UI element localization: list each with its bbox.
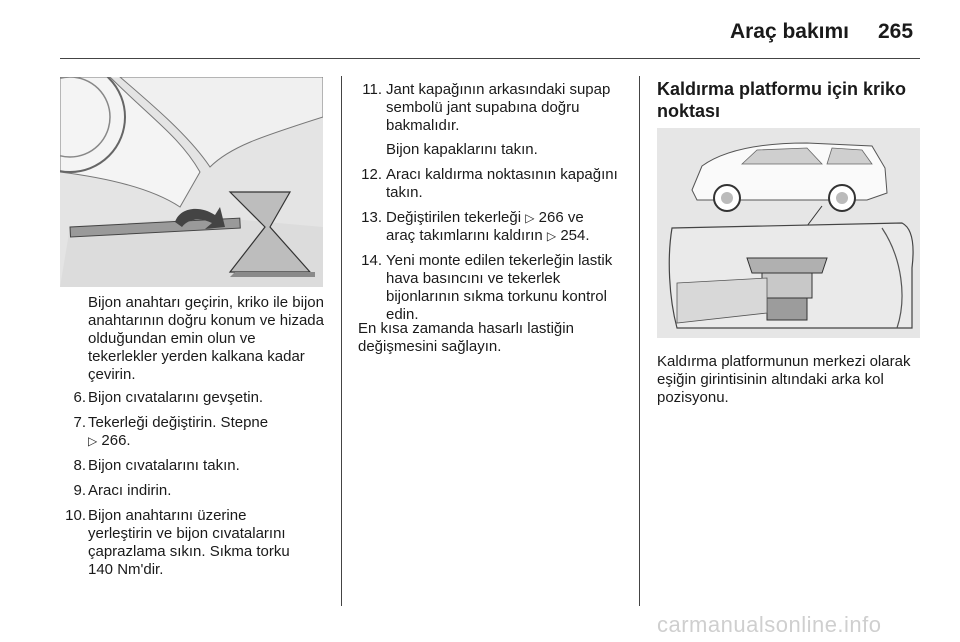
left-step-list (60, 389, 330, 586)
step-text: Yeni monte edilen tekerleğin lastik hava basıncını ve tekerlek bijonlarının sıkma torkunu kontrol edin. (386, 252, 613, 323)
lifting-point-caption: Kaldırma platformunun merkezi olarak eşiğin girintisinin altındaki arka kol pozisyonu. (657, 353, 911, 406)
list-item (60, 414, 330, 450)
closing-note: En kısa zamanda hasarlı lastiğin değişmesini sağlayın. (358, 320, 574, 355)
step-text: Tekerleği değiştirin. Stepne (88, 414, 269, 431)
step-text: Bijon cıvatalarını takın. (88, 457, 240, 474)
jack-instruction: Bijon anahtarı geçirin, kriko ile bijon anahtarının doğru konum ve hizada olduğundan emin olun ve tekerlekler yerden kalkana kadar çevirin. (88, 294, 324, 383)
step-text: Bijon anahtarını üzerine yerleştirin ve bijon cıvatalarını çaprazlama sıkın. Sıkma torku 140 Nm'dir. (88, 507, 290, 578)
lifting-point-illustration (657, 128, 920, 338)
step-number: 7. (73, 414, 86, 431)
step-text: Aracı kaldırma noktasının kapağını takın. (386, 166, 618, 201)
list-item (356, 252, 628, 324)
step-text: Bijon cıvatalarını gevşetin. (88, 389, 264, 406)
lifting-point-drawing (657, 128, 920, 338)
step-text: araç takımlarını kaldırın (386, 227, 543, 244)
jack-illustration (60, 77, 323, 287)
step-number: 8. (73, 457, 86, 474)
page-reference[interactable]: 254. (560, 227, 590, 244)
list-item (60, 457, 330, 475)
list-item (356, 81, 628, 159)
page-title: Araç bakımı (729, 20, 849, 43)
step-number: 6. (73, 389, 86, 406)
step-number: 10. (65, 507, 86, 524)
list-item (356, 166, 628, 202)
step-text: Jant kapağının arkasındaki supap sembolü jant supabına doğru bakmalıdır. (386, 81, 611, 134)
step-number: 12. (361, 166, 382, 183)
step-text: Değiştirilen tekerleği (386, 209, 522, 226)
column-divider-right (639, 76, 640, 606)
step-number: 14. (361, 252, 382, 269)
page-number: 265 (878, 20, 914, 43)
list-item (60, 482, 330, 500)
middle-step-list (356, 81, 628, 331)
list-item (356, 209, 628, 245)
section-heading: Kaldırma platformu için kriko noktası (657, 79, 907, 121)
step-number: 11. (362, 81, 382, 98)
list-item (60, 389, 330, 407)
header-divider (60, 58, 920, 59)
step-number: 13. (361, 209, 382, 226)
watermark-logo: carmanualsonline.info (657, 612, 882, 637)
step-text: Aracı indirin. (88, 482, 172, 499)
page-reference-arrow-icon: ▷ (525, 211, 535, 225)
page-reference-arrow-icon: ▷ (546, 229, 557, 243)
jack-drawing (60, 77, 323, 287)
page-reference[interactable]: 266. (101, 432, 131, 449)
column-divider-left (341, 76, 342, 606)
page-reference-arrow-icon: ▷ (88, 434, 98, 448)
step-subtext: Bijon kapaklarını takın. (386, 141, 538, 158)
step-number: 9. (73, 482, 86, 499)
list-item (60, 507, 330, 579)
page-reference[interactable]: 266 ve (538, 209, 584, 226)
